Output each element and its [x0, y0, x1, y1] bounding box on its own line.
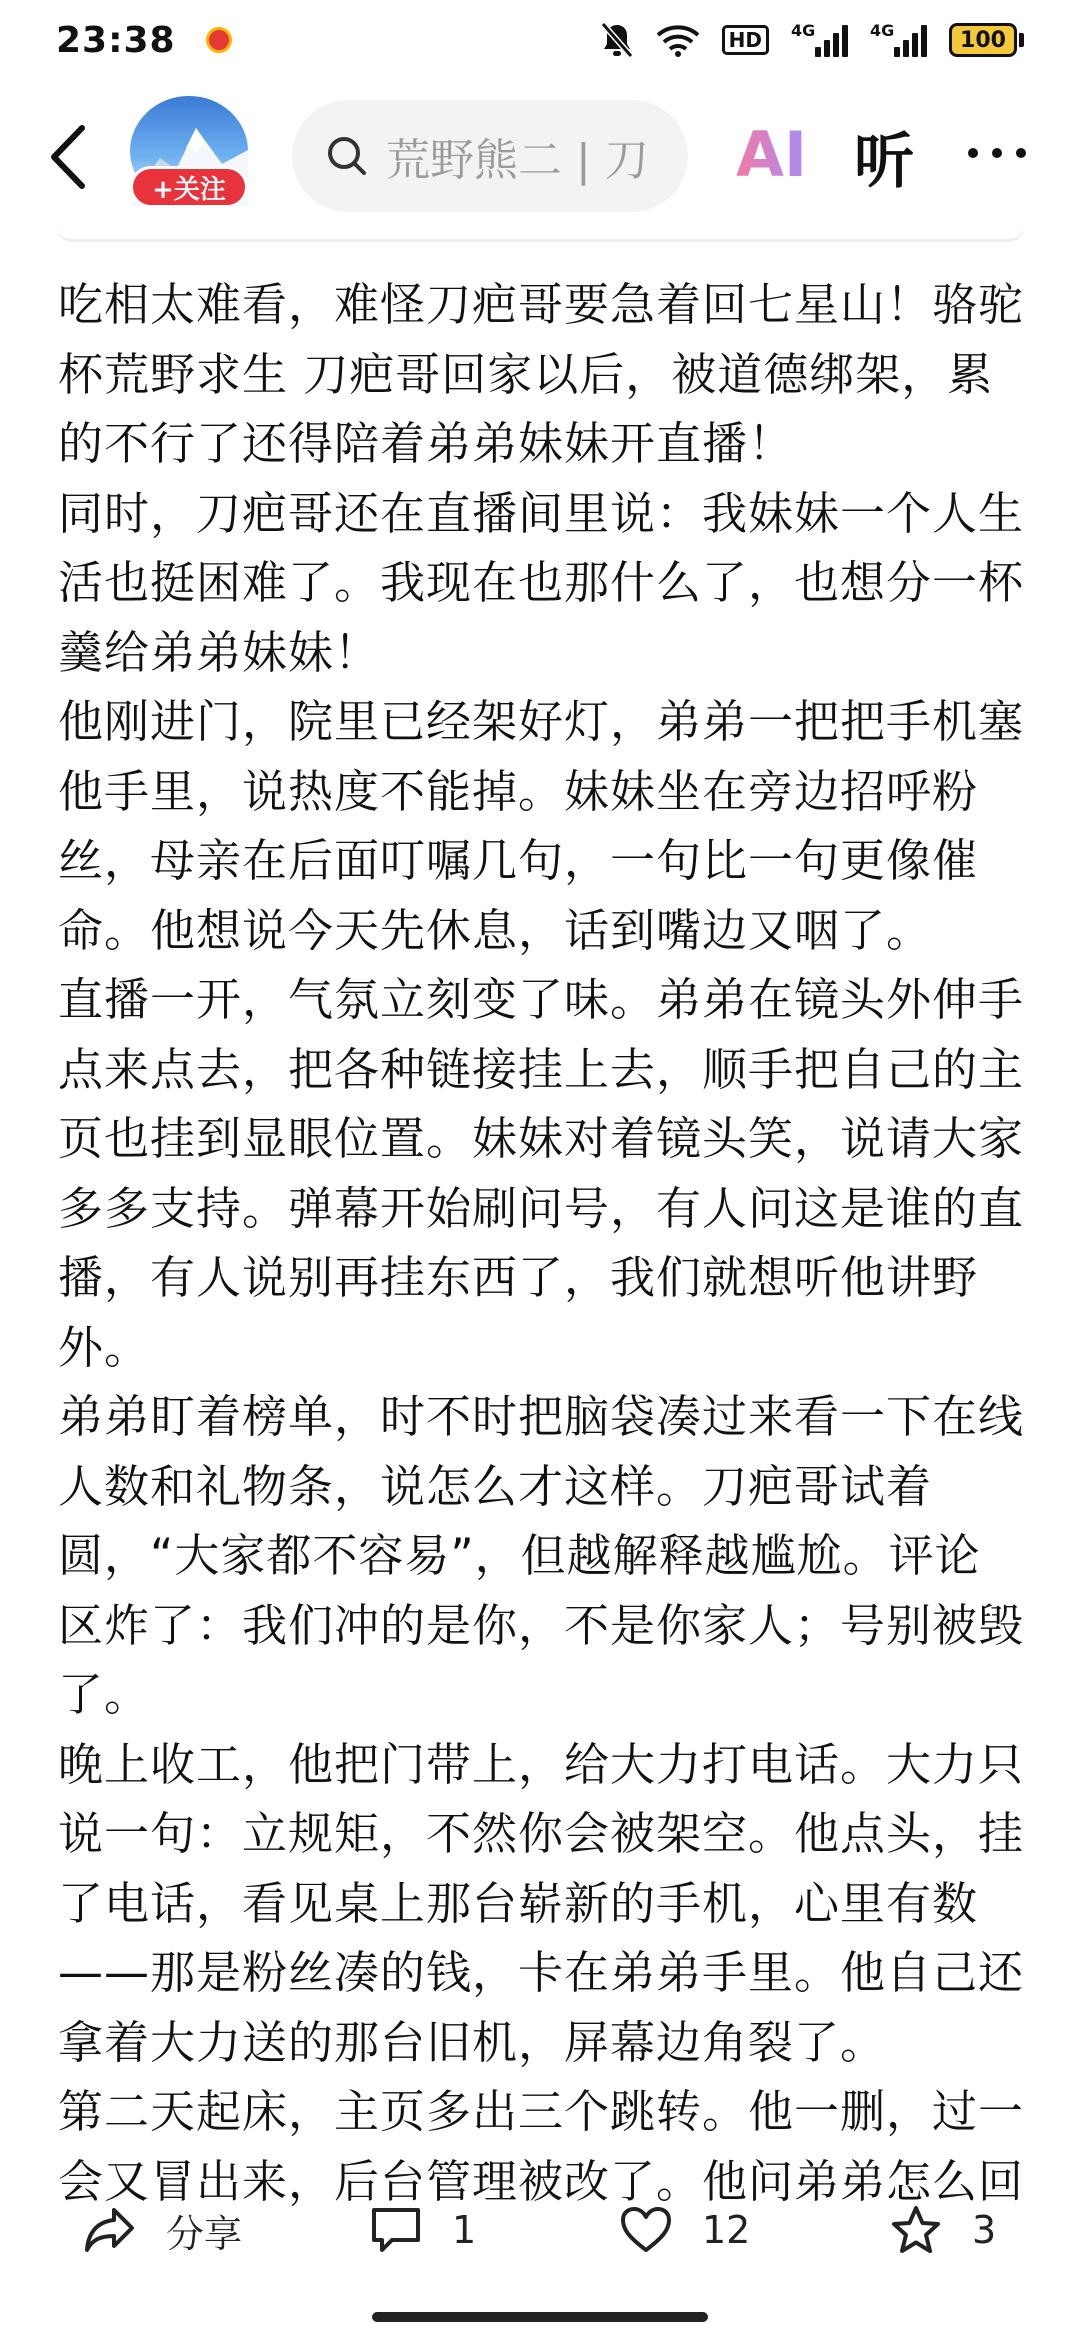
search-input[interactable] [292, 100, 688, 212]
article-paragraph: 弟弟盯着榜单，时不时把脑袋凑过来看一下在线人数和礼物条，说怎么才这样。刀疤哥试着圆，“大家都不容易”，但越解释越尴尬。评论区炸了：我们冲的是你，不是你家人；号别被毁了。 [58, 1390, 1025, 1721]
network-type-label: 4G [870, 21, 895, 40]
favorite-count: 3 [972, 2208, 997, 2252]
search-icon [326, 135, 368, 177]
header-divider [56, 226, 1024, 242]
article-paragraph: 同时，刀疤哥还在直播间里说：我妹妹一个人生活也挺困难了。我现在也那什么了，也想分一杯羹给弟弟妹妹！ [58, 486, 1025, 679]
top-nav [0, 92, 1080, 222]
home-indicator[interactable] [372, 2312, 708, 2322]
battery-level: 100 [960, 27, 1006, 53]
article-paragraph: 第二天起床，主页多出三个跳转。他一删，过一会又冒出来，后台管理被改了。他问弟弟怎么回 [58, 2085, 1025, 2208]
hd-icon: HD [722, 25, 769, 55]
status-bar [0, 0, 1080, 80]
network-type-label: 4G [791, 21, 816, 40]
like-button[interactable] [620, 2190, 750, 2270]
mute-bell-icon [600, 21, 634, 59]
ai-button[interactable]: AI [736, 118, 808, 191]
signal-icon [791, 23, 848, 57]
wifi-icon [656, 23, 700, 57]
heart-icon [620, 2206, 672, 2254]
article-paragraph: 晚上收工，他把门带上，给大力打电话。大力只说一句：立规矩，不然你会被架空。他点头，挂了电话，看见桌上那台崭新的手机，心里有数——那是粉丝凑的钱，卡在弟弟手里。他自己还拿着大力送的那台旧机，屏幕边角裂了。 [58, 1737, 1025, 2069]
status-time: 23:38 [56, 19, 176, 61]
app-notification-icon [206, 27, 232, 53]
article-body [58, 270, 1025, 2208]
comment-icon [370, 2206, 422, 2254]
share-label: 分享 [166, 2211, 243, 2256]
more-dots-icon[interactable] [968, 148, 1026, 158]
author-avatar[interactable] [130, 96, 248, 214]
comment-count: 1 [452, 2208, 477, 2252]
comment-button[interactable] [370, 2190, 476, 2270]
like-count: 12 [702, 2208, 751, 2252]
star-icon [890, 2205, 942, 2255]
share-icon [84, 2206, 136, 2254]
follow-button[interactable]: +关注 [130, 166, 248, 208]
article-paragraph: 直播一开，气氛立刻变了味。弟弟在镜头外伸手点来点去，把各种链接挂上去，顺手把自己的主页也挂到显眼位置。妹妹对着镜头笑，说请大家多多支持。弹幕开始刷问号，有人问这是谁的直播，有人说别再挂东西了，我们就想听他讲野外。 [58, 973, 1025, 1374]
favorite-button[interactable] [890, 2190, 996, 2270]
article-paragraph: 吃相太难看，难怪刀疤哥要急着回七星山！骆驼杯荒野求生 刀疤哥回家以后，被道德绑架，累的不行了还得陪着弟弟妹妹开直播！ [58, 278, 1025, 470]
back-arrow-icon[interactable] [44, 122, 94, 192]
listen-button[interactable]: 听 [854, 127, 914, 197]
signal-icon [870, 23, 927, 57]
action-bar [0, 2190, 1080, 2270]
article-paragraph: 他刚进门，院里已经架好灯，弟弟一把把手机塞他手里，说热度不能掉。妹妹坐在旁边招呼粉丝，母亲在后面叮嘱几句，一句比一句更像催命。他想说今天先休息，话到嘴边又咽了。 [58, 695, 1025, 957]
battery-icon [949, 23, 1024, 57]
status-icons [600, 21, 1024, 59]
share-button[interactable] [84, 2190, 242, 2270]
search-placeholder: 荒野熊二 | 刀 [386, 135, 649, 186]
